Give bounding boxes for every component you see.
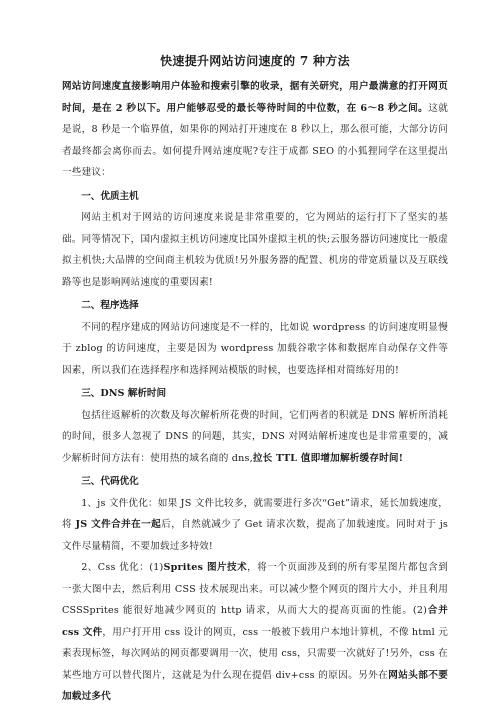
section-heading-code: 三、代码优化 [81, 476, 139, 487]
code-paragraph-css [62, 557, 448, 707]
css-bold-sprites: Sprites 图片技术 [163, 562, 248, 573]
intro-bold-text: 网站访问速度直接影响用户体验和搜索引擎的收录，据有关研究，用户最满意的打开网页时间，是在 2 秒以下。用户能够忍受的最长等待时间的中位数，在 6～8 秒之间。 [62, 81, 448, 114]
document-title: 快速提升网站访问速度的 7 种方法 [160, 54, 350, 68]
css-text-c: ，用户打开用 css 设计的网页，css 一般被下载用户本地计算机，不像 html 元素表现标签，每次网站的网页都要调用一次，使用 css，只需要一次就好了!另外，css 在某些地方可以替代图片，这就是为什么现在提倡 div+css 的原因。另外在 [62, 626, 448, 681]
code-paragraph-js [62, 493, 448, 558]
section-paragraph-host: 网站主机对于网站的访问速度来说是非常重要的，它为网站的运行打下了坚实的基础。同等情况下，国内虚拟主机访问速度比国外虚拟主机的快;云服务器访问速度比一般虚拟主机快;大品牌的空间商主机较为优质!另外服务器的配置、机房的带宽质量以及互联线路等也是影响网站速度的重要因素! [62, 212, 448, 288]
css-text-a: 2、Css 优化：(1) [81, 562, 164, 573]
dns-text: 包括往返解析的次数及每次解析所花费的时间，它们两者的积就是 DNS 解析所消耗的时间，很多人忽视了 DNS 的问题，其实，DNS 对网站解析速度也是非常重要的，减少解析时间方法有：使用热的域名商的 dns, [62, 409, 448, 464]
js-text-b: 后，自然就减少了 Get 请求次数，提高了加载速度。同时对于 js 文件尽量精简，不要加载过多特效! [62, 519, 449, 552]
section-heading-dns: 三、DNS 解析时间 [81, 388, 167, 399]
section-heading-host: 一、优质主机 [81, 190, 139, 202]
section-paragraph-dns [62, 405, 448, 470]
js-text-a: 1、js 文件优化：如果 JS 文件比较多，就需要进行多次“Get”请求，延长加载速度，将 [62, 497, 448, 530]
js-bold-text: JS 文件合并在一起 [75, 519, 162, 530]
dns-bold-text: 拉长 TTL 值即增加解析缓存时间! [252, 452, 404, 464]
intro-text: 这就是说，8 秒是一个临界值，如果你的网站打开速度在 8 秒以上，那么很可能，大部分访问者最终都会离你而去。如何提升网站速度呢?专注于成都 SEO 的小狐狸同学在这里提出一些建议： [62, 102, 448, 178]
css-text-b: ，将一个页面涉及到的所有零星图片都包含到一张大图中去，然后利用 CSS 技术展现出来。可以减少整个网页的图片大小，并且利用 CSSSprites 能很好地减少网页的 http 请求，从而大大的提高页面的性能。(2) [62, 562, 449, 616]
section-heading-program: 二、程序选择 [81, 300, 139, 311]
intro-paragraph [62, 76, 448, 184]
css-bold-merge: 合并 css 文件 [62, 605, 448, 638]
section-paragraph-program: 不同的程序建成的网站访问速度是不一样的，比如说 wordpress 的访问速度明显慢于 zblog 的访问速度，主要是因为 wordpress 加载谷歌字体和数据库自动保存文件等因素，所以我们在选择程序和选择网站模版的时候，也要选择相对简练好用的! [62, 321, 448, 376]
css-bold-header: 网站头部不要加载过多代 [62, 669, 448, 702]
